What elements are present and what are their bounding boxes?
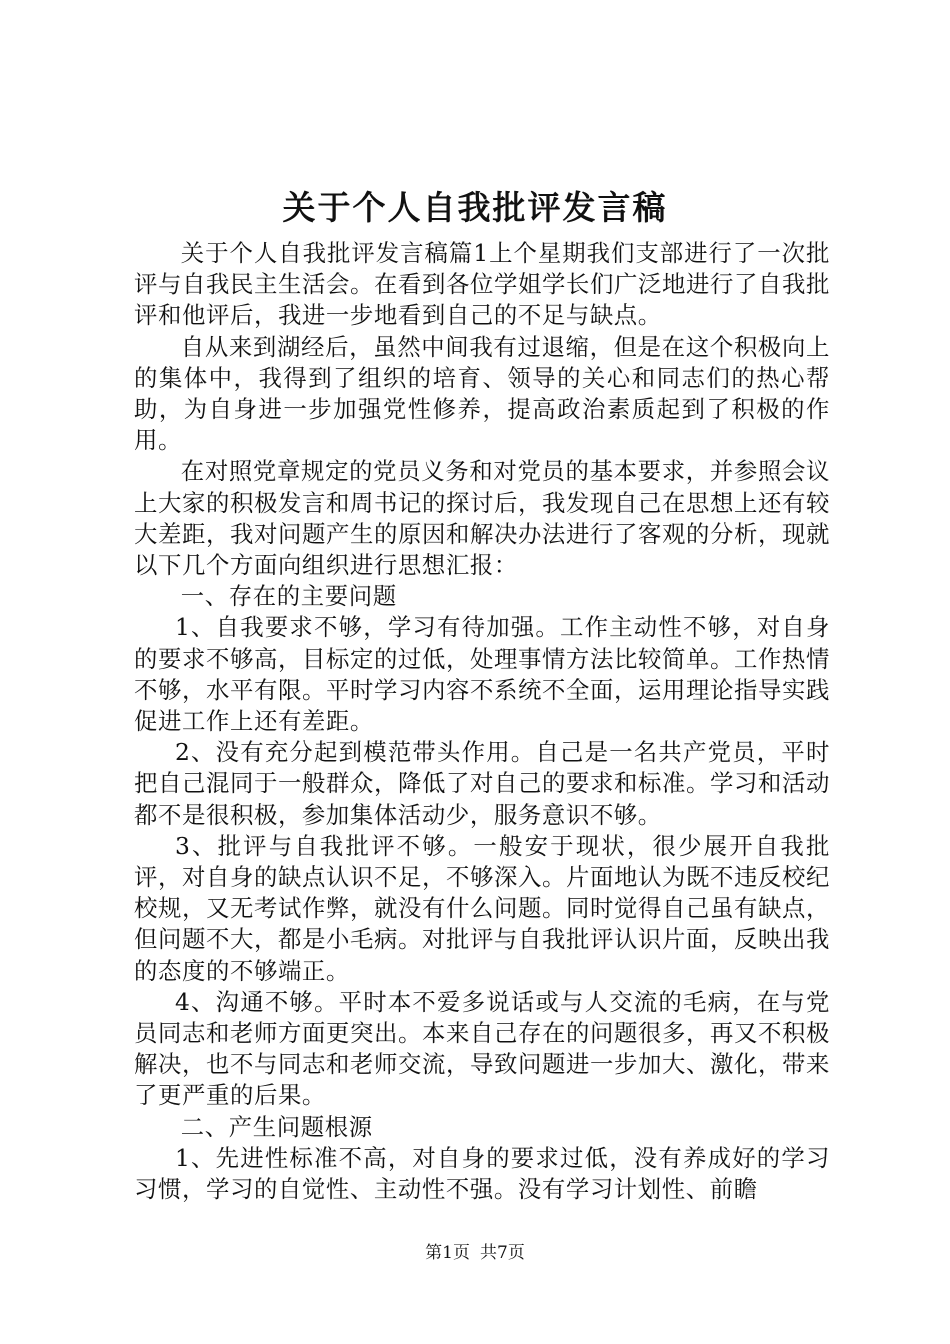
section-heading-roots: 二、产生问题根源 xyxy=(180,1112,373,1141)
paragraph-analysis: 在对照党章规定的党员义务和对党员的基本要求，并参照会议上大家的积极发言和周书记的探讨后，我发现自己在思想上还有较大差距，我对问题产生的原因和解决办法进行了客观的分析，现就以下几个方面向组织进行思想汇报： xyxy=(134,457,830,580)
paragraph-background: 自从来到湖经后，虽然中间我有过退缩，但是在这个积极向上的集体中，我得到了组织的培育、领导的关心和同志们的热心帮助，为自身进一步加强党性修养，提高政治素质起到了积极的作用。 xyxy=(134,332,830,455)
page-total: 共7页 xyxy=(480,1243,525,1263)
document-title: 关于个人自我批评发言稿 xyxy=(282,188,668,227)
document-body xyxy=(134,238,830,1205)
list-item-problem-3: 3、批评与自我批评不够。一般安于现状，很少展开自我批评，对自身的缺点认识不足，不够深入。片面地认为既不违反校纪校规，又无考试作弊，就没有什么问题。同时觉得自己虽有缺点，但问题不大，都是小毛病。对批评与自我批评认识片面，反映出我的态度的不够端正。 xyxy=(134,831,830,985)
page-number: 第1页 xyxy=(425,1243,470,1263)
list-item-problem-2: 2、没有充分起到模范带头作用。自己是一名共产党员，平时把自己混同于一般群众，降低了对自己的要求和标准。学习和活动都不是很积极，参加集体活动少，服务意识不够。 xyxy=(134,738,830,829)
list-item-problem-1: 1、自我要求不够，学习有待加强。工作主动性不够，对自身的要求不够高，目标定的过低，处理事情方法比较简单。工作热情不够，水平有限。平时学习内容不系统不全面，运用理论指导实践促进工作上还有差距。 xyxy=(134,613,830,736)
list-item-problem-4: 4、沟通不够。平时本不爱多说话或与人交流的毛病，在与党员同志和老师方面更突出。本来自己存在的问题很多，再又不积极解决，也不与同志和老师交流，导致问题进一步加大、激化，带来了更严重的后果。 xyxy=(134,987,830,1110)
page-footer xyxy=(0,1241,950,1265)
list-item-root-1: 1、先进性标准不高，对自身的要求过低，没有养成好的学习习惯，学习的自觉性、主动性不强。没有学习计划性、前瞻 xyxy=(134,1143,830,1204)
paragraph-intro: 关于个人自我批评发言稿篇1上个星期我们支部进行了一次批评与自我民主生活会。在看到各位学姐学长们广泛地进行了自我批评和他评后，我进一步地看到自己的不足与缺点。 xyxy=(134,239,830,330)
section-heading-problems: 一、存在的主要问题 xyxy=(180,582,397,611)
